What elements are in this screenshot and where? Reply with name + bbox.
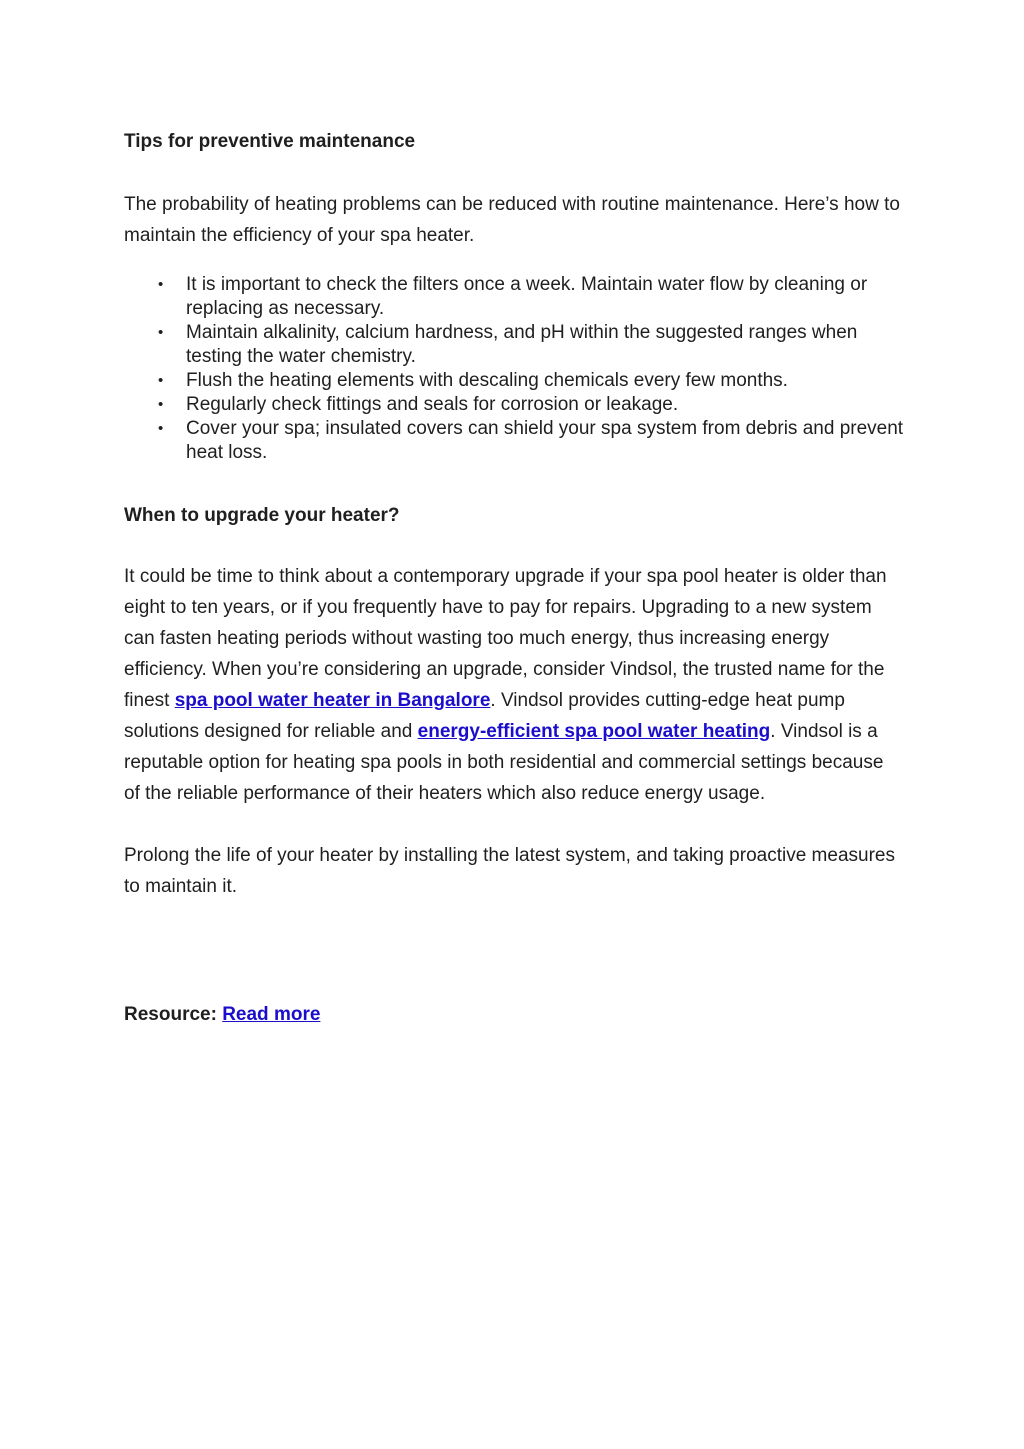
section-heading-upgrade: When to upgrade your heater?	[124, 505, 400, 526]
resource-line	[124, 1001, 904, 1029]
resource-label: Resource:	[124, 1004, 223, 1025]
maintenance-tips-list	[124, 273, 904, 465]
list-item-text: Maintain alkalinity, calcium hardness, and pH within the suggested ranges when testing the water chemistry.	[186, 322, 858, 367]
bullet-icon: •	[158, 396, 164, 413]
list-item-text: Flush the heating elements with descaling chemicals every few months.	[186, 370, 788, 391]
upgrade-text-part3: . Vindsol is a reputable option for heating spa pools in both residential and commercial settings because of the reliable performance of their heaters which also reduce energy usage.	[124, 721, 884, 804]
bullet-icon: •	[158, 420, 164, 437]
list-item	[158, 417, 904, 465]
list-item-text: It is important to check the filters once a week. Maintain water flow by cleaning or replacing as necessary.	[186, 274, 868, 319]
list-item	[158, 321, 904, 369]
document-page	[124, 128, 904, 1048]
section-heading-maintenance: Tips for preventive maintenance	[124, 131, 416, 152]
spa-pool-water-heater-link[interactable]: spa pool water heater in Bangalore	[174, 690, 491, 711]
maintenance-intro: The probability of heating problems can be reduced with routine maintenance. Here’s how to maintain the efficiency of your spa heater.	[124, 194, 900, 246]
upgrade-paragraph	[124, 561, 904, 809]
list-item-text: Cover your spa; insulated covers can shield your spa system from debris and prevent heat loss.	[186, 418, 904, 463]
upgrade-text-part1: It could be time to think about a contemporary upgrade if your spa pool heater is older than eight to ten years, or if you frequently have to pay for repairs. Upgrading to a new system can fasten heating periods without wasting too much energy, thus increasing energy efficiency. When you’re considering an upgrade, consider Vindsol, the trusted name for the finest	[124, 566, 887, 711]
upgrade-text-part2: . Vindsol provides cutting-edge heat pump solutions designed for reliable and	[124, 690, 845, 742]
list-item	[158, 273, 904, 321]
bullet-icon: •	[158, 372, 164, 389]
bullet-icon: •	[158, 324, 164, 341]
energy-efficient-heating-link[interactable]: energy-efficient spa pool water heating	[417, 721, 771, 742]
list-item	[158, 369, 904, 393]
list-item-text: Regularly check fittings and seals for corrosion or leakage.	[186, 394, 679, 415]
closing-paragraph: Prolong the life of your heater by installing the latest system, and taking proactive measures to maintain it.	[124, 845, 895, 897]
bullet-icon: •	[158, 276, 164, 293]
read-more-link[interactable]: Read more	[222, 1004, 321, 1025]
list-item	[158, 393, 904, 417]
